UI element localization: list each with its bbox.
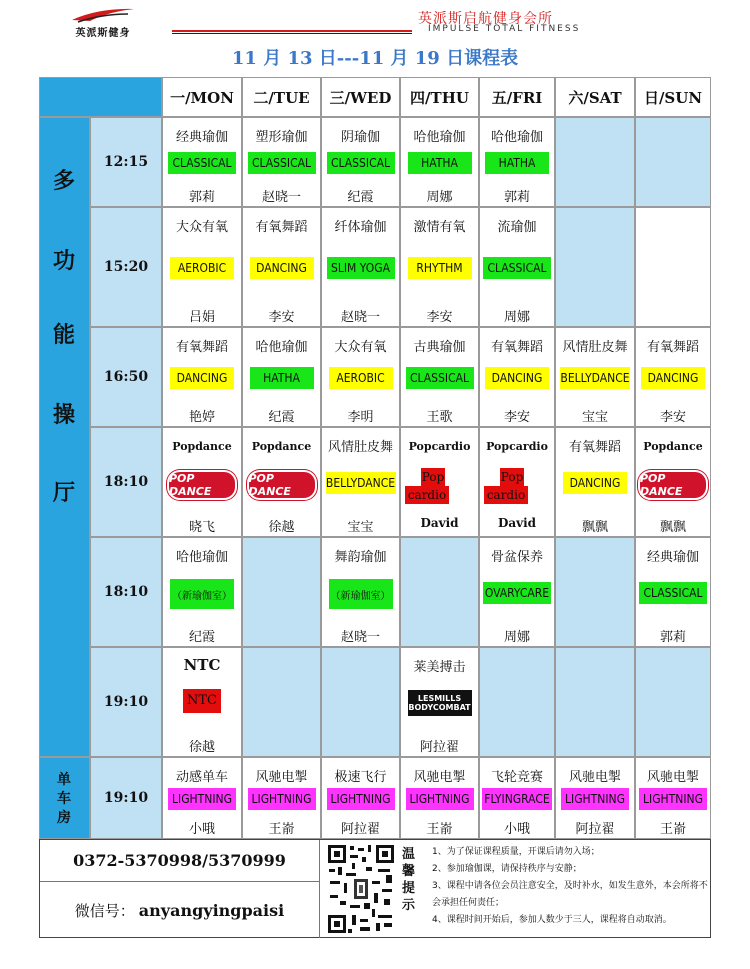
room-label-char: 厅 (52, 481, 75, 506)
course-name: Popdance (251, 440, 312, 453)
course-name: 经典瑜伽 (175, 130, 228, 145)
class-cell[interactable] (321, 537, 400, 647)
course-badge: DANCING (563, 472, 627, 494)
course-name: 莱美搏击 (413, 660, 466, 675)
course-name: 纤体瑜伽 (334, 220, 387, 235)
header (0, 0, 750, 45)
time-slot: 18:10 (90, 537, 162, 647)
instructor-name: 宝宝 (581, 410, 608, 425)
room-label-char: 能 (52, 323, 75, 348)
class-cell[interactable] (400, 647, 479, 757)
class-cell[interactable] (162, 207, 242, 327)
room-label-char: 单 (57, 772, 71, 788)
course-name: 骨盆保养 (490, 550, 543, 565)
course-name: 有氧舞蹈 (568, 440, 621, 455)
instructor-name: 李安 (503, 410, 530, 425)
course-badge: LIGHTNING (406, 788, 474, 810)
instructor-name: 小哦 (188, 822, 215, 837)
class-cell[interactable] (479, 757, 555, 839)
instructor-name: 赵晓一 (261, 190, 301, 205)
instructor-name: 纪霞 (268, 410, 295, 425)
logo-text: 英派斯健身 (75, 28, 131, 39)
class-cell[interactable] (242, 327, 321, 427)
instructor-name: 小哦 (503, 822, 530, 837)
course-badge: AEROBIC (329, 367, 393, 389)
time-slot: 12:15 (90, 117, 162, 207)
instructor-name: 王嵛 (426, 822, 453, 837)
course-badge: LIGHTNING (561, 788, 629, 810)
course-badge: CLASSICAL (483, 257, 551, 279)
course-name: Popdance (172, 440, 232, 453)
course-badge: SLIM YOGA (327, 257, 395, 279)
phone-number[interactable]: 0372-5370998/5370999 (40, 840, 320, 882)
instructor-name: 赵晓一 (340, 630, 380, 645)
instructor-name: 李明 (347, 410, 374, 425)
brand-name-en: IMPULSE TOTAL FITNESS (428, 24, 581, 34)
instructor-name: 郭莉 (503, 190, 530, 205)
course-badge: （新瑜伽室） (170, 579, 234, 609)
course-name: 风情肚皮舞 (327, 440, 393, 455)
time-slot: 18:10 (90, 427, 162, 537)
qr-code-icon[interactable] (326, 843, 396, 935)
day-header: 二/TUE (242, 77, 321, 117)
course-name: 有氧舞蹈 (255, 220, 308, 235)
course-badge: RHYTHM (408, 257, 472, 279)
class-cell[interactable] (400, 117, 479, 207)
class-cell[interactable] (242, 207, 321, 327)
tip-item: 3、课程中请各位会员注意安全，及时补水，如发生意外，本会所将不会承担任何责任； (432, 881, 708, 908)
time-slot: 19:10 (90, 757, 162, 839)
instructor-name: 宝宝 (347, 520, 374, 535)
course-name: 动感单车 (175, 770, 228, 785)
course-name: 哈他瑜伽 (413, 130, 466, 145)
course-name: 塑形瑜伽 (255, 130, 308, 145)
course-badge: CLASSICAL (327, 152, 395, 174)
instructor-name: 徐越 (188, 740, 215, 755)
time-slot: 16:50 (90, 327, 162, 427)
tip-item: 1、为了保证课程质量，开课后请勿入场； (432, 847, 600, 857)
course-badge: HATHA (408, 152, 472, 174)
class-cell[interactable] (479, 427, 555, 537)
swoosh-logo-icon (68, 6, 138, 24)
class-cell[interactable] (635, 537, 711, 647)
instructor-name: 周娜 (503, 310, 530, 325)
day-header: 日/SUN (635, 77, 711, 117)
class-cell[interactable] (555, 757, 635, 839)
instructor-name: 李安 (426, 310, 453, 325)
room-label-char: 房 (57, 810, 71, 826)
course-name: 哈他瑜伽 (255, 340, 308, 355)
empty-slot (321, 647, 400, 757)
instructor-name: 吕娟 (188, 310, 215, 325)
popcardio-box: Pop (500, 470, 524, 484)
empty-slot (635, 647, 711, 757)
course-name: 风驰电掣 (646, 770, 699, 785)
instructor-name: 艳婷 (188, 410, 215, 425)
class-cell[interactable] (321, 207, 400, 327)
course-badge: HATHA (250, 367, 314, 389)
class-cell[interactable] (162, 427, 242, 537)
course-badge: FLYINGRACE (482, 788, 552, 810)
course-name: 舞韵瑜伽 (334, 550, 387, 565)
room-label-char: 功 (52, 249, 75, 274)
empty-slot (635, 207, 711, 327)
course-badge: CLASSICAL (248, 152, 316, 174)
popdance-logo: POP DANCE (247, 470, 317, 500)
class-cell[interactable] (162, 757, 242, 839)
course-name: 极速飞行 (334, 770, 387, 785)
instructor-name: 纪霞 (347, 190, 374, 205)
empty-slot (555, 117, 635, 207)
class-cell[interactable] (321, 117, 400, 207)
course-badge: LIGHTNING (639, 788, 707, 810)
course-badge: CLASSICAL (168, 152, 236, 174)
class-cell[interactable] (162, 117, 242, 207)
instructor-name: David (420, 516, 459, 530)
course-badge: AEROBIC (170, 257, 234, 279)
course-name: 激情有氧 (413, 220, 466, 235)
instructor-name: 晓飞 (188, 520, 215, 535)
course-name: 风驰电掣 (255, 770, 308, 785)
brand-logo (58, 6, 148, 40)
class-cell[interactable] (162, 327, 242, 427)
popcardio-box: cardio (484, 486, 528, 504)
instructor-name: 李安 (268, 310, 295, 325)
course-badge: LIGHTNING (168, 788, 236, 810)
instructor-name: 郭莉 (659, 630, 686, 645)
course-badge: （新瑜伽室） (329, 579, 393, 609)
page-title: 11 月 13 日---11 月 19 日课程表 (231, 48, 519, 69)
instructor-name: 周娜 (503, 630, 530, 645)
course-badge: OVARYCARE (483, 582, 551, 604)
bodycombat-logo-line: BODYCOMBAT (408, 703, 471, 712)
empty-slot (555, 207, 635, 327)
course-badge: CLASSICAL (406, 367, 474, 389)
popcardio-box: cardio (405, 486, 449, 504)
course-name: 大众有氧 (175, 220, 228, 235)
brand-name-cn: 英派斯启航健身会所 (418, 11, 553, 27)
class-cell[interactable] (479, 327, 555, 427)
course-name: 飞轮竞赛 (490, 770, 543, 785)
room-label-char: 多 (52, 169, 75, 194)
course-name: 风驰电掣 (568, 770, 621, 785)
room-label-char: 车 (57, 791, 71, 807)
course-badge: DANCING (250, 257, 314, 279)
course-name: 有氧舞蹈 (646, 340, 699, 355)
course-badge: DANCING (641, 367, 705, 389)
footer (39, 839, 711, 938)
room-column-main (39, 117, 90, 757)
class-cell[interactable] (635, 427, 711, 537)
instructor-name: 王歌 (426, 410, 453, 425)
header-rule-thin (172, 33, 412, 34)
tips-title: 温 馨 提 示 (402, 847, 416, 913)
course-badge: DANCING (170, 367, 234, 389)
class-cell[interactable] (400, 327, 479, 427)
class-cell[interactable] (162, 647, 242, 757)
course-name: 哈他瑜伽 (490, 130, 543, 145)
course-name: 哈他瑜伽 (175, 550, 228, 565)
class-cell[interactable] (242, 117, 321, 207)
class-cell[interactable] (555, 327, 635, 427)
class-cell[interactable] (400, 207, 479, 327)
course-name: 风情肚皮舞 (562, 340, 628, 355)
course-badge: LIGHTNING (248, 788, 316, 810)
popdance-logo: POP DANCE (638, 470, 708, 500)
course-badge: CLASSICAL (639, 582, 707, 604)
course-name: 大众有氧 (334, 340, 387, 355)
header-rule (172, 30, 412, 32)
course-badge: DANCING (485, 367, 549, 389)
class-cell[interactable] (555, 427, 635, 537)
wechat-label: 微信号： (74, 901, 135, 920)
course-name: 有氧舞蹈 (490, 340, 543, 355)
class-cell[interactable] (321, 327, 400, 427)
bodycombat-logo (408, 690, 472, 716)
class-cell[interactable] (635, 327, 711, 427)
empty-slot (479, 647, 555, 757)
tip-item: 4、课程时间开始后，参加人数少于三人，课程将自动取消。 (432, 915, 672, 925)
instructor-name: 飘飘 (581, 520, 608, 535)
instructor-name: 郭莉 (188, 190, 215, 205)
course-badge: BELLYDANCE (326, 472, 396, 494)
class-cell[interactable] (242, 757, 321, 839)
course-name: 阴瑜伽 (340, 130, 380, 145)
tip-item: 2、参加瑜伽课，请保持秩序与安静； (432, 864, 582, 874)
course-name: Popdance (643, 440, 703, 453)
instructor-name: 王嵛 (268, 822, 295, 837)
instructor-name: 阿拉翟 (575, 822, 615, 837)
instructor-name: 周娜 (426, 190, 453, 205)
course-name: Popcardio (486, 440, 548, 453)
class-cell[interactable] (479, 117, 555, 207)
class-cell[interactable] (479, 537, 555, 647)
course-name: 有氧舞蹈 (175, 340, 228, 355)
class-cell[interactable] (479, 207, 555, 327)
class-cell[interactable] (400, 427, 479, 537)
day-header: 六/SAT (555, 77, 635, 117)
class-cell[interactable] (400, 757, 479, 839)
ntc-box: NTC (183, 689, 221, 713)
instructor-name: 纪霞 (188, 630, 215, 645)
time-slot: 19:10 (90, 647, 162, 757)
day-header: 一/MON (162, 77, 242, 117)
instructor-name: 王嵛 (659, 822, 686, 837)
wechat-id (40, 882, 320, 938)
instructor-name: 赵晓一 (340, 310, 380, 325)
wechat-value: anyangyingpaisi (138, 900, 285, 920)
class-cell[interactable] (242, 427, 321, 537)
course-name: NTC (183, 656, 221, 674)
bodycombat-logo-line: LESMILLS (417, 694, 462, 703)
room-label-char: 操 (52, 403, 75, 428)
instructor-name: 阿拉翟 (340, 822, 380, 837)
empty-slot (242, 537, 321, 647)
class-cell[interactable] (321, 427, 400, 537)
class-cell[interactable] (635, 757, 711, 839)
day-header: 四/THU (400, 77, 479, 117)
class-cell[interactable] (321, 757, 400, 839)
time-slot: 15:20 (90, 207, 162, 327)
course-badge: HATHA (485, 152, 549, 174)
class-cell[interactable] (162, 537, 242, 647)
empty-slot (400, 537, 479, 647)
course-badge: BELLYDANCE (560, 367, 630, 389)
day-header: 三/WED (321, 77, 400, 117)
popcardio-box: Pop (421, 470, 445, 484)
empty-slot (242, 647, 321, 757)
tips-list (432, 844, 708, 929)
course-name: Popcardio (408, 440, 471, 453)
table-corner (39, 77, 162, 117)
instructor-name: 阿拉翟 (419, 740, 459, 755)
instructor-name: 徐越 (268, 520, 295, 535)
course-name: 经典瑜伽 (646, 550, 699, 565)
empty-slot (555, 647, 635, 757)
empty-slot (555, 537, 635, 647)
course-name: 风驰电掣 (413, 770, 466, 785)
empty-slot (635, 117, 711, 207)
course-name: 流瑜伽 (497, 220, 537, 235)
course-badge: LIGHTNING (327, 788, 395, 810)
course-name: 古典瑜伽 (413, 340, 466, 355)
instructor-name: 李安 (659, 410, 686, 425)
popdance-logo: POP DANCE (167, 470, 237, 500)
day-header: 五/FRI (479, 77, 555, 117)
instructor-name: 飘飘 (659, 520, 686, 535)
instructor-name: David (497, 516, 537, 530)
